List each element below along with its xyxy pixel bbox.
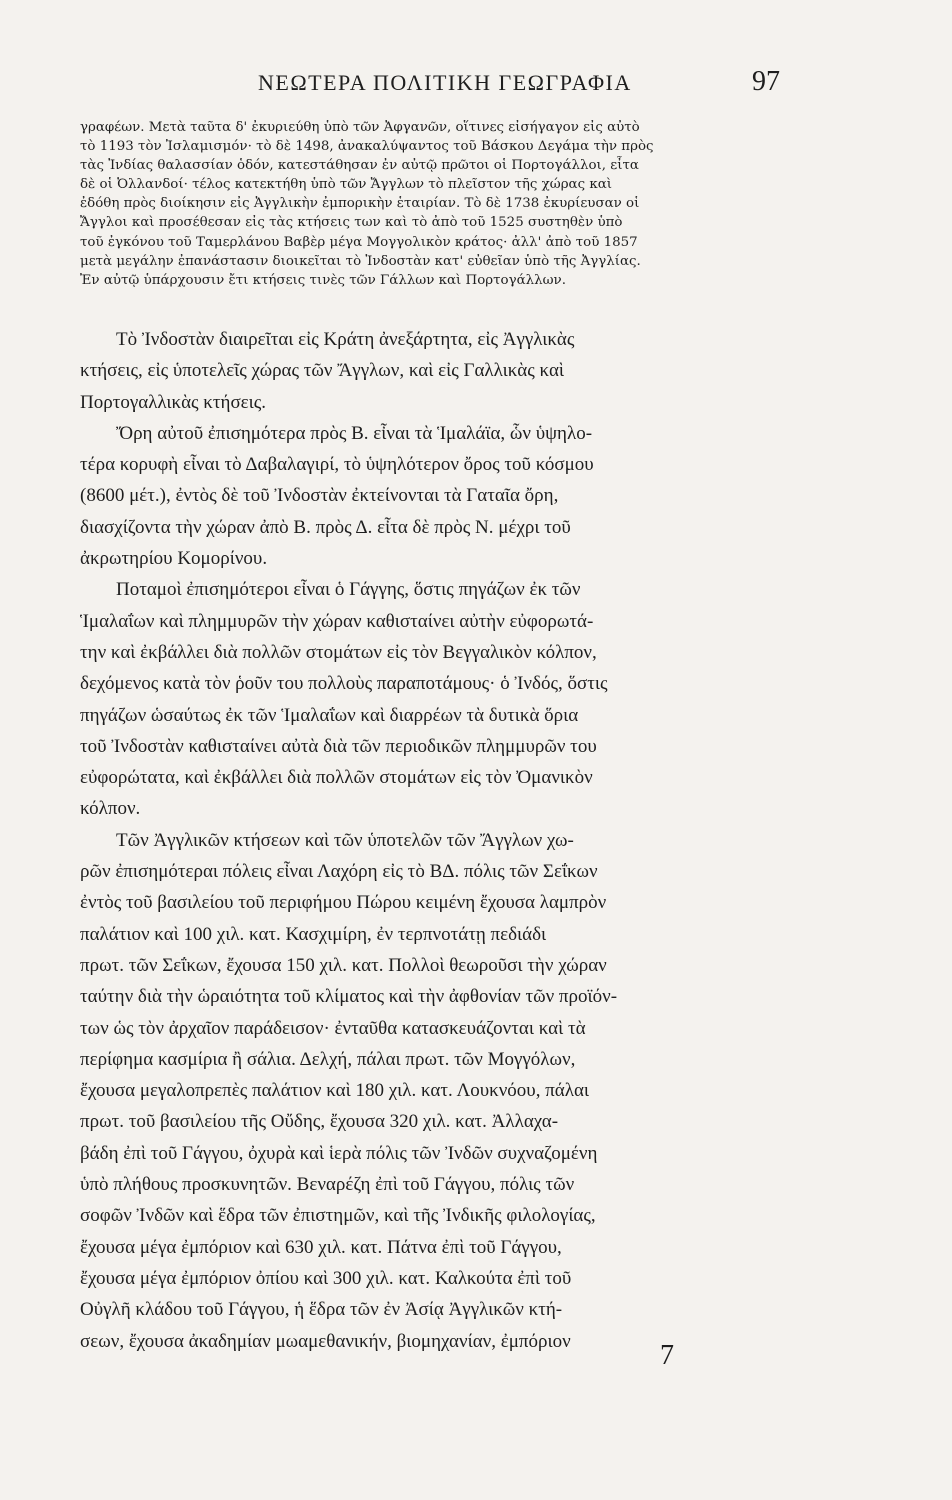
text-line: ἔχουσα μέγα ἐμπόριον ὀπίου καὶ 300 χιλ. κατ. Καλκούτα ἐπὶ τοῦ: [80, 1267, 572, 1289]
text-line: των ὡς τὸν ἀρχαῖον παράδεισον· ἐνταῦθα κατασκευάζονται καὶ τὰ: [80, 1017, 586, 1039]
text-line: πρωτ. τῶν Σεΐκων, ἔχουσα 150 χιλ. κατ. Πολλοὶ θεωροῦσι τὴν χώραν: [80, 954, 607, 976]
text-line: ὑπὸ πλήθους προσκυνητῶν. Βεναρέζη ἐπὶ τοῦ Γάγγου, πόλις τῶν: [80, 1174, 575, 1196]
text-line: παλάτιον καὶ 100 χιλ. κατ. Κασχιμίρη, ἐν τερπνοτάτῃ πεδιάδι: [80, 923, 547, 945]
text-line: τὸ 1193 τὸν Ἰσλαμισμόν· τὸ δὲ 1498, ἀνακαλύψαντος τοῦ Βάσκου Δεγάμα τὴν πρὸς: [80, 139, 654, 155]
text-line: Οὐγλῆ κλάδου τοῦ Γάγγου, ἡ ἕδρα τῶν ἐν Ἀσίᾳ Ἀγγλικῶν κτή-: [80, 1299, 563, 1321]
text-line: δὲ οἱ Ὀλλανδοί· τέλος κατεκτήθη ὑπὸ τῶν Ἄγγλων τὸ πλεῖστον τῆς χώρας καὶ: [80, 177, 613, 193]
text-line: κτήσεις, εἰς ὑποτελεῖς χώρας τῶν Ἄγγλων, καὶ εἰς Γαλλικὰς καὶ: [80, 360, 565, 382]
text-line: Ποταμοὶ ἐπισημότεροι εἶναι ὁ Γάγγης, ὅστις πηγάζων ἐκ τῶν: [116, 579, 581, 601]
text-line: διασχίζοντα τὴν χώραν ἀπὸ Β. πρὸς Δ. εἶτα δὲ πρὸς Ν. μέχρι τοῦ: [80, 516, 571, 538]
text-line: εὐφορώτατα, καὶ ἐκβάλλει διὰ πολλῶν στομάτων εἰς τὸν Ὀμανικὸν: [80, 767, 593, 789]
text-line: σοφῶν Ἰνδῶν καὶ ἕδρα τῶν ἐπιστημῶν, καὶ τῆς Ἰνδικῆς φιλολογίας,: [80, 1205, 596, 1227]
text-line: Ἐν αὐτῷ ὑπάρχουσιν ἔτι κτήσεις τινὲς τῶν Γάλλων καὶ Πορτογάλλων.: [80, 272, 566, 288]
text-line: Ἄγγλοι καὶ προσέθεσαν εἰς τὰς κτήσεις των καὶ τὸ ἀπὸ τοῦ 1525 συστηθὲν ὑπὸ: [80, 215, 623, 231]
text-line: Ὄρη αὐτοῦ ἐπισημότερα πρὸς Β. εἶναι τὰ Ἱμαλάϊα, ὧν ὑψηλο-: [116, 422, 593, 444]
text-line: περίφημα κασμίρια ἢ σάλια. Δελχή, πάλαι πρωτ. τῶν Μογγόλων,: [80, 1048, 576, 1070]
text-line: πηγάζων ὡσαύτως ἐκ τῶν Ἱμαλαΐων καὶ διαρρέων τὰ δυτικὰ ὅρια: [80, 704, 579, 726]
text-line: ἔχουσα μεγαλοπρεπὲς παλάτιον καὶ 180 χιλ. κατ. Λουκνόου, πάλαι: [80, 1080, 590, 1102]
text-line: πρωτ. τοῦ βασιλείου τῆς Οὔδης, ἔχουσα 320 χιλ. κατ. Ἀλλαχα-: [80, 1111, 559, 1133]
signature-mark: 7: [660, 1340, 674, 1371]
text-line: γραφέων. Μετὰ ταῦτα δ' ἐκυριεύθη ὑπὸ τῶν Ἀφγανῶν, οἵτινες εἰσήγαγον εἰς αὐτὸ: [80, 120, 640, 135]
text-line: Τῶν Ἀγγλικῶν κτήσεων καὶ τῶν ὑποτελῶν τῶν Ἄγγλων χω-: [116, 829, 574, 851]
text-line: ἐδόθη πρὸς διοίκησιν εἰς Ἀγγλικὴν ἐμπορικὴν ἑταιρίαν. Τὸ δὲ 1738 ἐκυρίευσαν οἱ: [80, 196, 640, 212]
text-line: τοῦ Ἰνδοστὰν καθισταίνει αὐτὰ διὰ τῶν περιοδικῶν πλημμυρῶν του: [80, 735, 597, 757]
text-line: κόλπον.: [80, 798, 141, 820]
text-line: τέρα κορυφὴ εἶναι τὸ Δαβαλαγιρί, τὸ ὑψηλότερον ὄρος τοῦ κόσμου: [80, 454, 594, 476]
text-line: ἀκρωτηρίου Κομορίνου.: [80, 548, 268, 570]
text-line: σεων, ἔχουσα ἀκαδημίαν μωαμεθανικήν, βιομηχανίαν, ἐμπόριον: [80, 1330, 571, 1352]
text-line: (8600 μέτ.), ἐντὸς δὲ τοῦ Ἰνδοστὰν ἐκτείνονται τὰ Γαταῖα ὄρη,: [80, 485, 559, 507]
text-line: ἐντὸς τοῦ βασιλείου τοῦ περιφήμου Πώρου κειμένη ἔχουσα λαμπρὸν: [80, 892, 607, 914]
main-text: [80, 324, 770, 1357]
text-line: ταύτην διὰ τὴν ὡραιότητα τοῦ κλίματος καὶ τὴν ἀφθονίαν τῶν προϊόν-: [80, 986, 618, 1008]
text-line: Τὸ Ἰνδοστὰν διαιρεῖται εἰς Κράτη ἀνεξάρτητα, εἰς Ἀγγλικὰς: [116, 329, 575, 350]
text-line: την καὶ ἐκβάλλει διὰ πολλῶν στομάτων εἰς τὸν Βεγγαλικὸν κόλπον,: [80, 641, 597, 663]
page-number: 97: [752, 66, 780, 97]
text-line: Ἱμαλαΐων καὶ πλημμυρῶν τὴν χώραν καθισταίνει αὐτὴν εὐφορωτά-: [80, 610, 594, 632]
small-print-paragraph: [80, 118, 770, 290]
text-line: τοῦ ἐγκόνου τοῦ Ταμερλάνου Βαβὲρ μέγα Μογγολικὸν κράτος· ἀλλ' ἀπὸ τοῦ 1857: [80, 234, 638, 250]
page-header: [80, 66, 780, 106]
text-line: μετὰ μεγάλην ἐπανάστασιν διοικεῖται τὸ Ἰνδοστὰν κατ' εὐθεῖαν ὑπὸ τῆς Ἀγγλίας.: [80, 253, 641, 269]
text-line: δεχόμενος κατὰ τὸν ῥοῦν του πολλοὺς παραποτάμους· ὁ Ἰνδός, ὅστις: [80, 673, 608, 695]
text-line: τὰς Ἰνδίας θαλασσίαν ὁδόν, κατεστάθησαν ἐν αὐτῷ πρῶτοι οἱ Πορτογάλλοι, εἶτα: [80, 158, 639, 174]
text-line: ἔχουσα μέγα ἐμπόριον καὶ 630 χιλ. κατ. Πάτνα ἐπὶ τοῦ Γάγγου,: [80, 1236, 562, 1258]
text-line: Πορτογαλλικὰς κτήσεις.: [80, 391, 267, 413]
text-line: ρῶν ἐπισημότεραι πόλεις εἶναι Λαχόρη εἰς τὸ ΒΔ. πόλις τῶν Σεΐκων: [80, 861, 598, 883]
text-line: βάδη ἐπὶ τοῦ Γάγγου, ὀχυρὰ καὶ ἱερὰ πόλις τῶν Ἰνδῶν συχναζομένη: [80, 1142, 598, 1164]
running-title: ΝΕΩΤΕΡΑ ΠΟΛΙΤΙΚΗ ΓΕΩΓΡΑΦΙΑ: [258, 70, 632, 95]
